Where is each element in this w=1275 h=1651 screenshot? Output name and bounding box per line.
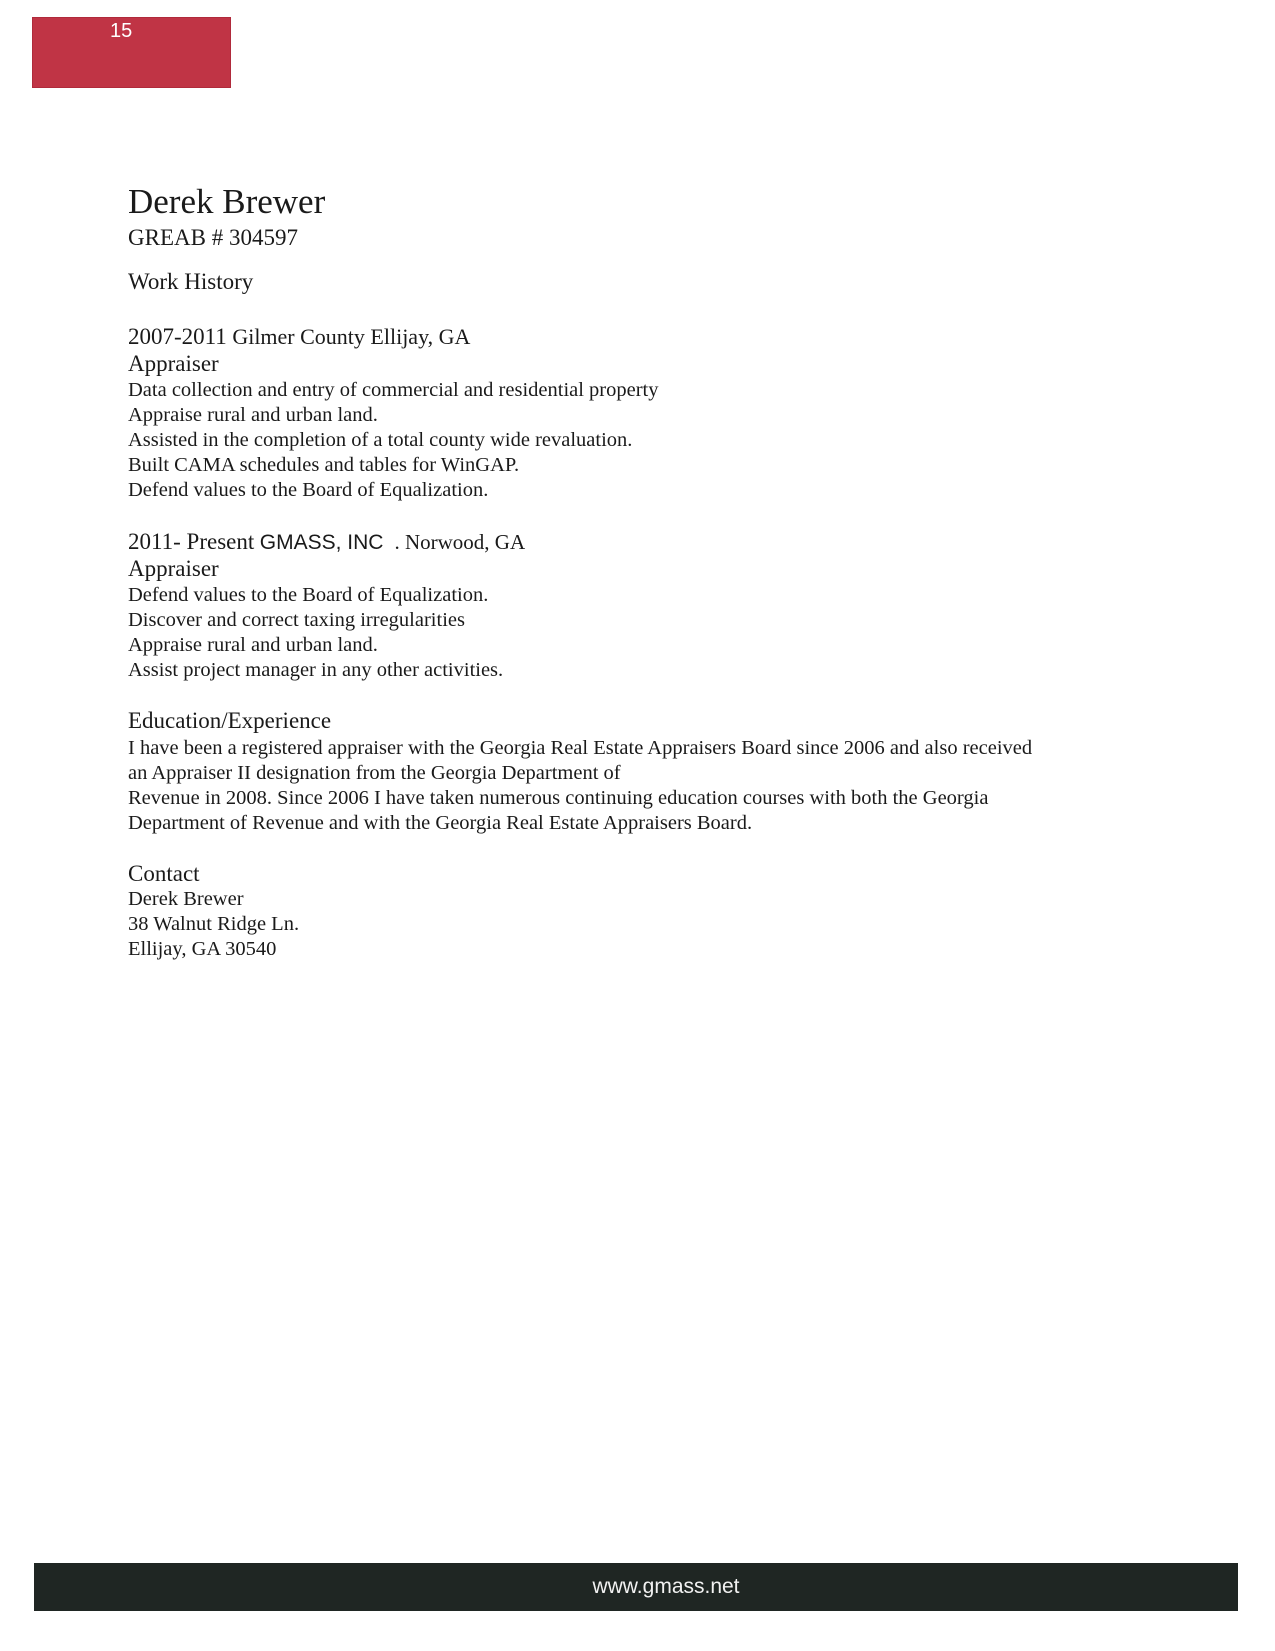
footer-website-link[interactable]: www.gmass.net — [592, 1575, 740, 1598]
job-2-duty: Discover and correct taxing irregularities — [128, 609, 465, 631]
work-history-heading: Work History — [128, 269, 254, 294]
education-text-line: Department of Revenue and with the Georgia Real Estate Appraisers Board. — [128, 812, 753, 834]
education-text-line: Revenue in 2008. Since 2006 I have taken numerous continuing education courses with both the Georgia — [128, 787, 989, 809]
license-number: GREAB # 304597 — [128, 225, 298, 250]
job-1-duty: Built CAMA schedules and tables for WinGAP. — [128, 454, 520, 476]
page-number-badge — [32, 17, 231, 88]
contact-name: Derek Brewer — [128, 888, 244, 910]
job-1-duty: Defend values to the Board of Equalization. — [128, 479, 489, 501]
page-number: 15 — [110, 20, 133, 42]
job-1-title: Appraiser — [128, 351, 219, 376]
job-1-duty: Assisted in the completion of a total county wide revaluation. — [128, 429, 633, 451]
education-text-line: an Appraiser II designation from the Georgia Department of — [128, 762, 621, 784]
education-text-line: I have been a registered appraiser with the Georgia Real Estate Appraisers Board since 2006 and also received — [128, 737, 1033, 759]
job-1-duty: Data collection and entry of commercial and residential property — [128, 379, 659, 401]
job-2-location: . Norwood, GA — [394, 530, 526, 554]
contact-street: 38 Walnut Ridge Ln. — [128, 913, 300, 935]
contact-heading: Contact — [128, 861, 200, 886]
contact-city-state-zip: Ellijay, GA 30540 — [128, 938, 277, 960]
job-1-location: Ellijay, GA — [370, 324, 471, 349]
job-1-organization: Gilmer County — [232, 324, 365, 349]
job-1-duty: Appraise rural and urban land. — [128, 404, 378, 426]
job-1-years: 2007-2011 — [128, 324, 227, 349]
job-1-header — [128, 323, 470, 351]
job-2-duty: Appraise rural and urban land. — [128, 634, 378, 656]
job-2-title: Appraiser — [128, 556, 219, 581]
job-2-duty: Defend values to the Board of Equalization. — [128, 584, 489, 606]
job-2-organization: GMASS, INC — [259, 531, 384, 554]
footer-bar — [34, 1563, 1238, 1611]
job-2-years: 2011- Present — [128, 529, 255, 554]
person-name: Derek Brewer — [128, 182, 326, 221]
job-2-header — [128, 528, 525, 557]
education-heading: Education/Experience — [128, 708, 332, 733]
job-2-duty: Assist project manager in any other activities. — [128, 659, 504, 681]
